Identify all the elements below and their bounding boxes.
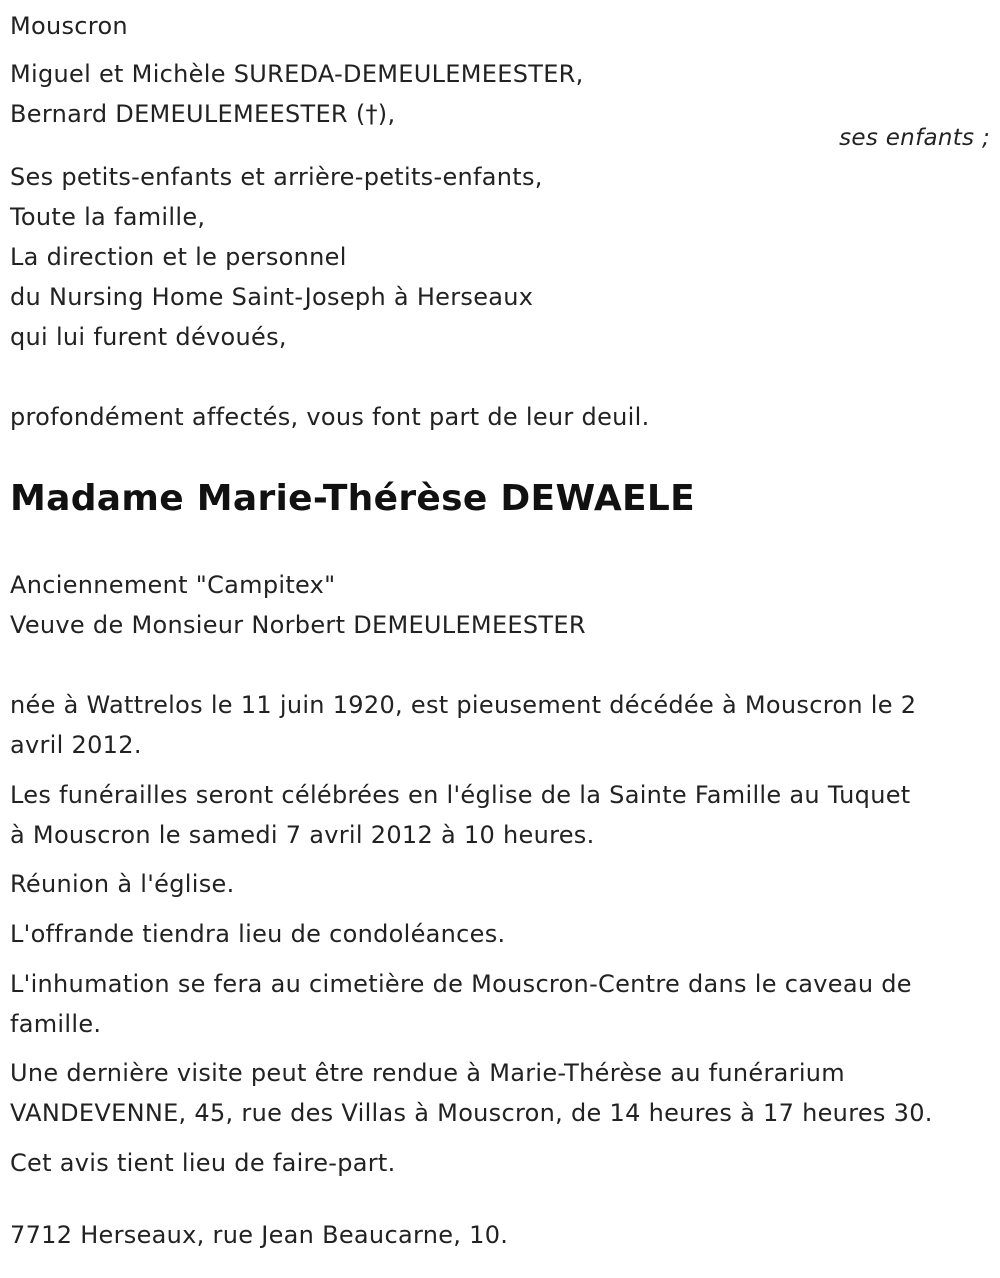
others-line: qui lui furent dévoués, <box>10 323 287 351</box>
visit-text: VANDEVENNE, 45, rue des Villas à Mouscron, de 14 heures à 17 heures 30. <box>10 1099 933 1127</box>
others-line: La direction et le personnel <box>10 243 347 271</box>
birth-death-text: avril 2012. <box>10 731 142 759</box>
others-line: du Nursing Home Saint-Joseph à Herseaux <box>10 283 534 311</box>
others-line: Ses petits-enfants et arrière-petits-enfants, <box>10 163 543 191</box>
funeral-text: Les funérailles seront célébrées en l'église de la Sainte Famille au Tuquet <box>10 781 911 809</box>
deceased-note: Anciennement "Campitex" <box>10 571 336 599</box>
notice-text: Cet avis tient lieu de faire-part. <box>10 1149 396 1177</box>
birth-death-text: née à Wattrelos le 11 juin 1920, est pieusement décédée à Mouscron le 2 <box>10 691 917 719</box>
burial-text: famille. <box>10 1010 102 1038</box>
funeral-text: à Mouscron le samedi 7 avril 2012 à 10 heures. <box>10 821 595 849</box>
deceased-name: Madame Marie-Thérèse DEWAELE <box>10 478 696 519</box>
others-line: Toute la famille, <box>10 203 206 231</box>
visit-text: Une dernière visite peut être rendue à Marie-Thérèse au funérarium <box>10 1059 845 1087</box>
address-text: 7712 Herseaux, rue Jean Beaucarne, 10. <box>10 1221 509 1249</box>
family-line-children-1: Miguel et Michèle SUREDA-DEMEULEMEESTER, <box>10 60 584 88</box>
family-line-children-2: Bernard DEMEULEMEESTER (†), <box>10 100 396 128</box>
deceased-note: Veuve de Monsieur Norbert DEMEULEMEESTER <box>10 611 586 639</box>
city-label: Mouscron <box>10 12 128 40</box>
offering-text: L'offrande tiendra lieu de condoléances. <box>10 920 506 948</box>
relation-label: ses enfants ; <box>839 125 990 151</box>
reunion-text: Réunion à l'église. <box>10 870 235 898</box>
burial-text: L'inhumation se fera au cimetière de Mouscron-Centre dans le caveau de <box>10 970 912 998</box>
announcement-text: profondément affectés, vous font part de leur deuil. <box>10 403 650 431</box>
